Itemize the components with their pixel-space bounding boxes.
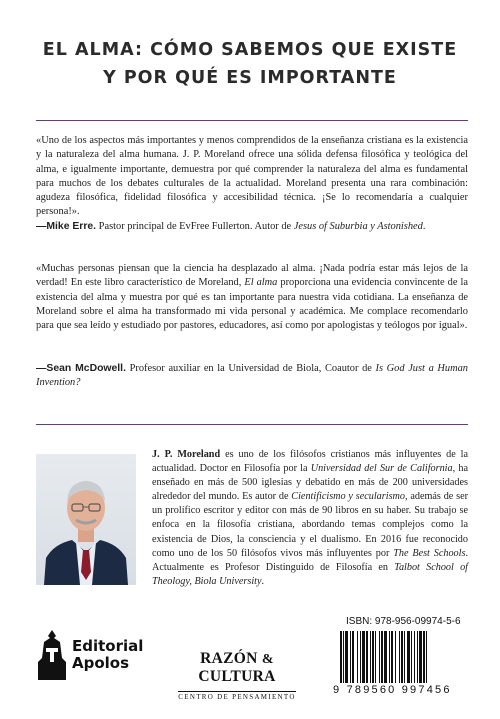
endorser-book-2: Is God Just a Human Invention? [36, 363, 468, 389]
bottom-divider [36, 424, 468, 425]
bio-author-name: J. P. Moreland [152, 449, 221, 460]
helmet-icon [36, 628, 68, 682]
quote2-title: El alma [244, 277, 278, 289]
publisher-2-subtitle: CENTRO DE PENSAMIENTO [178, 693, 296, 701]
bio-book-1: Cientificismo y secularismo [291, 491, 405, 503]
bio-text-5: . [261, 575, 265, 587]
publisher-2-word-1: RAZÓN [200, 650, 258, 667]
ean-digits: 9 789560 997456 [333, 684, 452, 696]
endorser-name-2: —Sean McDowell. [36, 363, 126, 374]
title-line-1: EL ALMA: CÓMO SABEMOS QUE EXISTE [42, 40, 458, 60]
publisher-2-word-2: CULTURA [198, 668, 276, 685]
bio-text-2: , ha enseñado en más de 500 iglesias y debatido en más de 200 universidades alrededor del mundo. Es autor de [152, 463, 468, 503]
editorial-apolos-logo [36, 628, 152, 684]
title-line-2: Y POR QUÉ ES IMPORTANTE [103, 68, 397, 88]
top-divider [36, 120, 468, 121]
author-photo [36, 454, 136, 585]
publisher-1-line-2: Apolos [72, 654, 130, 672]
bio-university: Universidad del Sur de California [310, 463, 453, 475]
publisher-1-line-1: Editorial [72, 637, 144, 655]
bio-text-4: . Actualmente es Profesor Distinguido de Filosofía en [152, 547, 468, 573]
endorser-role-1: Pastor principal de EvFree Fullerton. Autor de [98, 221, 294, 232]
endorser-book-1: Jesus of Suburbia y Astonished [293, 221, 423, 232]
bio-school: Talbot School of Theology, Biola University [152, 561, 468, 587]
endorsement-attribution-2 [36, 362, 468, 391]
endorser-role-2: Profesor auxiliar en la Universidad de Biola, Coautor de [129, 363, 376, 374]
isbn-label: ISBN: 978-956-09974-5-6 [346, 616, 461, 627]
barcode-bars [340, 631, 466, 683]
endorser-end-1: . [422, 221, 426, 232]
endorsement-quote-2 [36, 262, 468, 333]
endorser-name-1: —Mike Erre. [36, 221, 97, 232]
quote2-text-a: «Muchas personas piensan que la ciencia ha desplazado al alma. ¡Nada podría estar más lejos de la verdad! En este libro característico de Moreland, [36, 263, 468, 289]
bio-text-1: es uno de los filósofos cristianos más influyentes de la actualidad. Doctor en Filosofía por la [152, 449, 468, 475]
razon-cultura-logo [160, 650, 314, 701]
bio-book-2: The Best Schools [393, 547, 466, 559]
quote2-text-b: proporciona una evidencia convincente de la existencia del alma y muestra por qué es tan importante para nuestra vida cotidiana. La enseñanza de Moreland sobre el alma ha transformado mi vida personal y académica. Me complace recomendarlo para que sea leído y estudiado por pastores, educadores, así como por apologistas y teólogos por igual». [36, 277, 468, 332]
publisher-2-amp: & [261, 652, 274, 667]
author-bio [152, 448, 468, 589]
endorsement-attribution-1 [36, 220, 468, 234]
book-title [0, 36, 500, 92]
bio-text-3: , además de ser un prolífico escritor y editor con más de 90 libros en su haber. Su trabajo se enfoca en la filosofía cristiana, abordando temas complejos como la existencia de Dios, la consciencia y el dualismo. En 2016 fue reconocido como uno de los 50 filósofos vivos más influyentes por [152, 491, 468, 559]
endorsement-quote-1: «Uno de los aspectos más importantes y menos comprendidos de la enseñanza cristiana es la existencia y la naturaleza del alma humana. J. P. Moreland ofrece una sólida defensa filosófica y teológica del alma, e igualmente importante, demuestra por qué comprender la naturaleza del alma es fundamental para muchos de los debates culturales de la actualidad. Moreland presenta una rara combinación: agudeza filosófica, fidelidad filosófica y accesibilidad técnica. ¡Se lo recomendaría a cualquier persona!». [36, 135, 468, 218]
